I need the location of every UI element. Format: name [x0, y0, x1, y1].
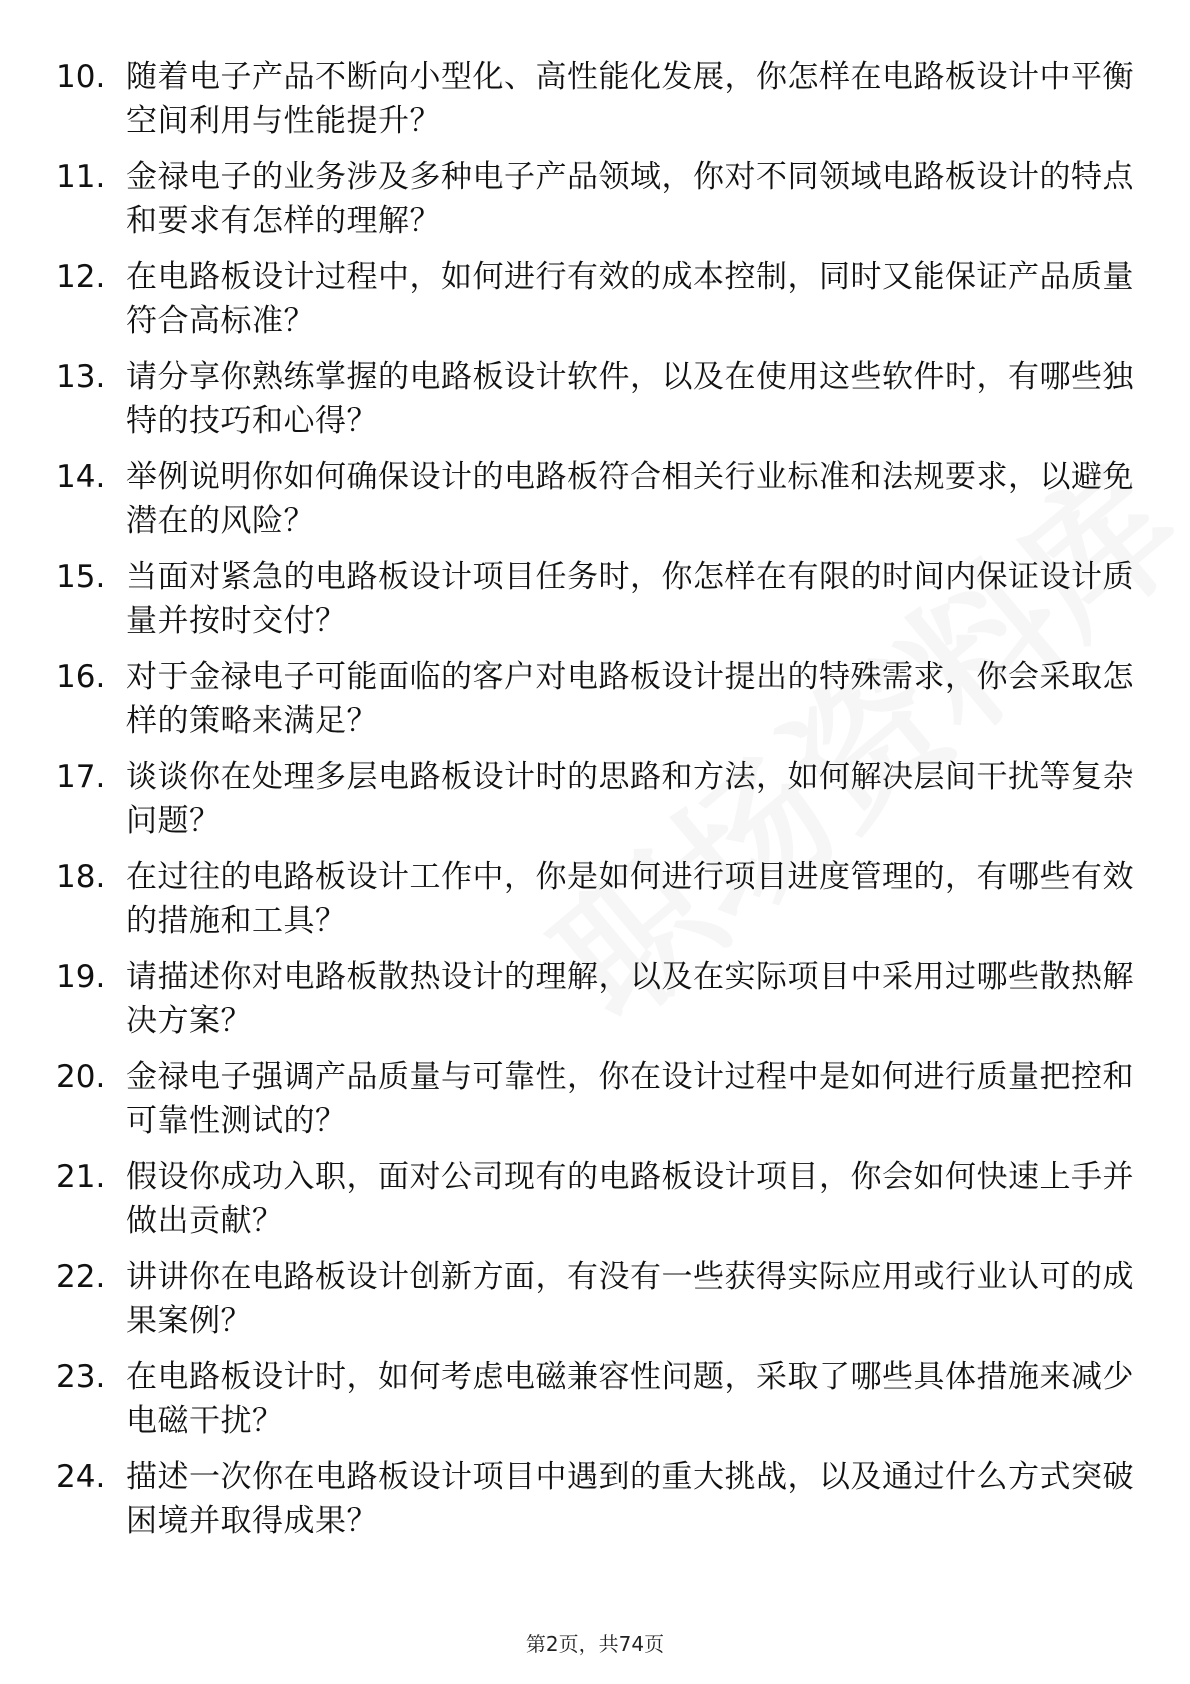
question-text: 请分享你熟练掌握的电路板设计软件，以及在使用这些软件时，有哪些独特的技巧和心得？ — [126, 359, 1134, 439]
question-text: 在过往的电路板设计工作中，你是如何进行项目进度管理的，有哪些有效的措施和工具？ — [126, 859, 1134, 939]
question-number: 16. — [56, 659, 106, 695]
question-number: 21. — [56, 1159, 106, 1195]
list-item — [56, 455, 1136, 555]
question-number: 19. — [56, 959, 106, 995]
question-number: 11. — [56, 159, 106, 195]
list-item — [56, 355, 1136, 455]
question-text: 描述一次你在电路板设计项目中遇到的重大挑战，以及通过什么方式突破困境并取得成果？ — [126, 1459, 1134, 1539]
list-item — [56, 955, 1136, 1055]
question-list — [56, 55, 1136, 1555]
list-item — [56, 1155, 1136, 1255]
question-text: 讲讲你在电路板设计创新方面，有没有一些获得实际应用或行业认可的成果案例？ — [126, 1259, 1134, 1339]
question-text: 举例说明你如何确保设计的电路板符合相关行业标准和法规要求，以避免潜在的风险？ — [126, 459, 1134, 539]
question-text: 请描述你对电路板散热设计的理解，以及在实际项目中采用过哪些散热解决方案？ — [126, 959, 1134, 1039]
list-item — [56, 1255, 1136, 1355]
question-number: 14. — [56, 459, 106, 495]
list-item — [56, 55, 1136, 155]
list-item — [56, 655, 1136, 755]
question-number: 23. — [56, 1359, 106, 1395]
question-text: 谈谈你在处理多层电路板设计时的思路和方法，如何解决层间干扰等复杂问题？ — [126, 759, 1134, 839]
question-number: 20. — [56, 1059, 106, 1095]
page-number: 第2页，共74页 — [525, 1632, 665, 1656]
list-item — [56, 855, 1136, 955]
question-text: 随着电子产品不断向小型化、高性能化发展，你怎样在电路板设计中平衡空间利用与性能提升？ — [126, 59, 1134, 139]
question-number: 15. — [56, 559, 106, 595]
list-item — [56, 755, 1136, 855]
question-number: 17. — [56, 759, 106, 795]
question-number: 22. — [56, 1259, 106, 1295]
question-number: 18. — [56, 859, 106, 895]
question-text: 对于金禄电子可能面临的客户对电路板设计提出的特殊需求，你会采取怎样的策略来满足？ — [126, 659, 1134, 739]
list-item — [56, 1455, 1136, 1555]
question-number: 12. — [56, 259, 106, 295]
question-text: 金禄电子强调产品质量与可靠性，你在设计过程中是如何进行质量把控和可靠性测试的？ — [126, 1059, 1134, 1139]
list-item — [56, 555, 1136, 655]
list-item — [56, 255, 1136, 355]
question-text: 金禄电子的业务涉及多种电子产品领域，你对不同领域电路板设计的特点和要求有怎样的理解？ — [126, 159, 1134, 239]
question-text: 在电路板设计过程中，如何进行有效的成本控制，同时又能保证产品质量符合高标准？ — [126, 259, 1134, 339]
question-text: 当面对紧急的电路板设计项目任务时，你怎样在有限的时间内保证设计质量并按时交付？ — [126, 559, 1134, 639]
question-text: 假设你成功入职，面对公司现有的电路板设计项目，你会如何快速上手并做出贡献？ — [126, 1159, 1134, 1239]
question-text: 在电路板设计时，如何考虑电磁兼容性问题，采取了哪些具体措施来减少电磁干扰？ — [126, 1359, 1134, 1439]
list-item — [56, 1055, 1136, 1155]
list-item — [56, 155, 1136, 255]
question-number: 10. — [56, 59, 106, 95]
question-number: 24. — [56, 1459, 106, 1495]
question-number: 13. — [56, 359, 106, 395]
list-item — [56, 1355, 1136, 1455]
